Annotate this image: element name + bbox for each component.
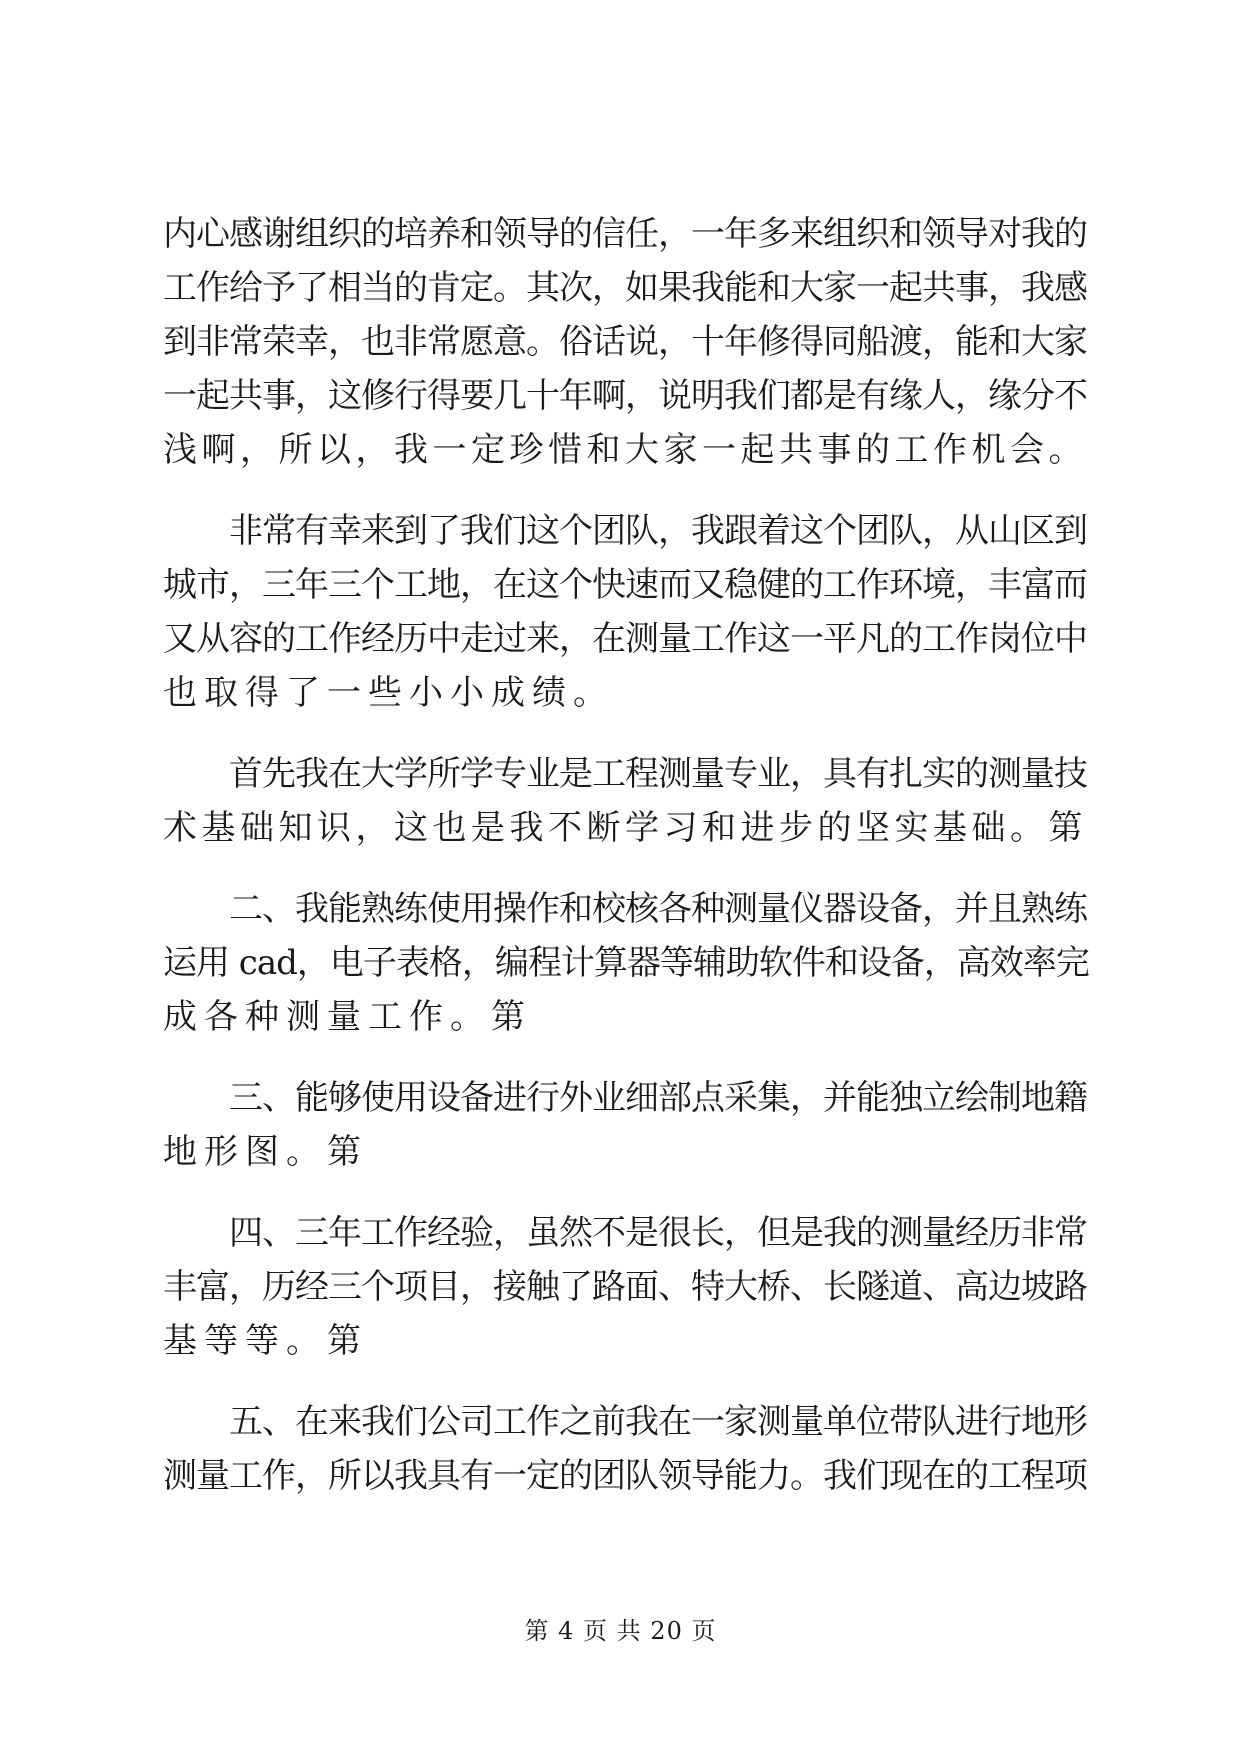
text-line: 成各种测量工作。第 bbox=[163, 997, 532, 1037]
text-line: 运用 cad，电子表格，编程计算器等辅助软件和设备，高效率完 bbox=[163, 943, 1089, 983]
text-line: 四、三年工作经验，虽然不是很长，但是我的测量经历非常 bbox=[163, 1213, 1087, 1253]
text-line: 又从容的工作经历中走过来，在测量工作这一平凡的工作岗位中 bbox=[163, 619, 1087, 659]
text-line: 一起共事，这修行得要几十年啊，说明我们都是有缘人，缘分不 bbox=[163, 376, 1087, 416]
text-line: 测量工作，所以我具有一定的团队领导能力。我们现在的工程项 bbox=[163, 1456, 1087, 1496]
text-line: 三、能够使用设备进行外业细部点采集，并能独立绘制地籍 bbox=[163, 1078, 1087, 1118]
text-line: 到非常荣幸，也非常愿意。俗话说，十年修得同船渡，能和大家 bbox=[163, 322, 1087, 362]
text-line: 术基础知识，这也是我不断学习和进步的坚实基础。第 bbox=[163, 808, 1087, 848]
text-line: 地形图。第 bbox=[163, 1132, 368, 1172]
text-line: 工作给予了相当的肯定。其次，如果我能和大家一起共事，我感 bbox=[163, 268, 1087, 308]
text-line: 浅啊，所以，我一定珍惜和大家一起共事的工作机会。 bbox=[163, 430, 1087, 470]
text-line: 城市，三年三个工地，在这个快速而又稳健的工作环境，丰富而 bbox=[163, 565, 1087, 605]
text-line: 非常有幸来到了我们这个团队，我跟着这个团队，从山区到 bbox=[163, 511, 1087, 551]
text-line: 内心感谢组织的培养和领导的信任，一年多来组织和领导对我的 bbox=[163, 214, 1087, 254]
text-line: 二、我能熟练使用操作和校核各种测量仪器设备，并且熟练 bbox=[163, 889, 1087, 929]
page-number-footer: 第 4 页 共 20 页 bbox=[524, 1617, 717, 1645]
text-line: 也取得了一些小小成绩。 bbox=[163, 673, 614, 713]
text-line: 首先我在大学所学专业是工程测量专业，具有扎实的测量技 bbox=[163, 754, 1087, 794]
text-line: 五、在来我们公司工作之前我在一家测量单位带队进行地形 bbox=[163, 1402, 1087, 1442]
text-line: 基等等。第 bbox=[163, 1321, 368, 1361]
text-line: 丰富，历经三个项目，接触了路面、特大桥、长隧道、高边坡路 bbox=[163, 1267, 1087, 1307]
